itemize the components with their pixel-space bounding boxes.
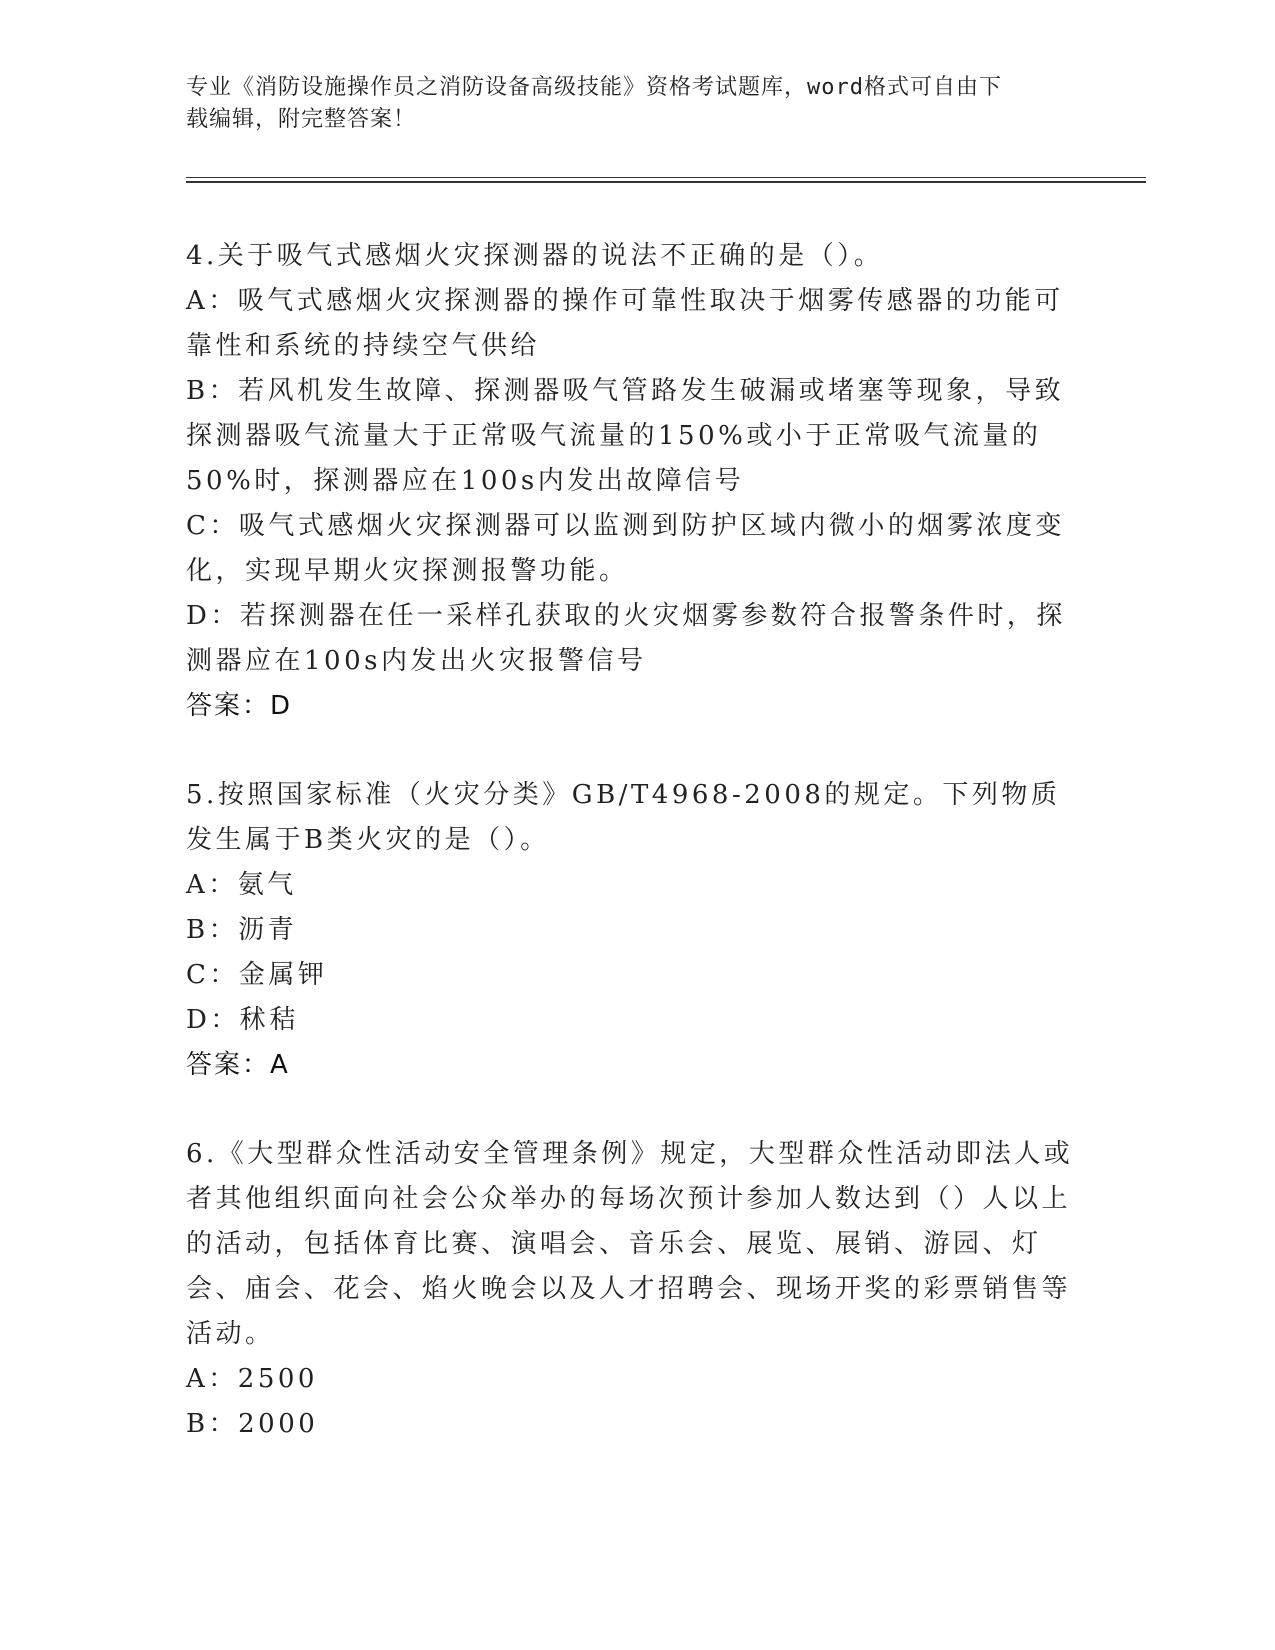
question-spacer bbox=[186, 729, 1076, 773]
header-line-2: 载编辑，附完整答案！ bbox=[186, 107, 417, 132]
option-b: B：若风机发生故障、探测器吸气管路发生破漏或堵塞等现象，导致探测器吸气流量大于正常吸气流量的150%或小于正常吸气流量的50%时，探测器应在100s内发出故障信号 bbox=[186, 376, 1065, 496]
option-d: D：秫秸 bbox=[186, 1005, 299, 1035]
option-b: B：2000 bbox=[186, 1409, 319, 1439]
option-d: D：若探测器在任一采样孔获取的火灾烟雾参数符合报警条件时，探测器应在100s内发出火灾报警信号 bbox=[186, 601, 1066, 676]
question-spacer bbox=[186, 1088, 1076, 1132]
question-stem: 6.《大型群众性活动安全管理条例》规定，大型群众性活动即法人或者其他组织面向社会公众举办的每场次预计参加人数达到（）人以上的活动，包括体育比赛、演唱会、音乐会、展览、展销、游园、灯会、庙会、花会、焰火晚会以及人才招聘会、现场开奖的彩票销售等活动。 bbox=[186, 1139, 1074, 1349]
option-c: C：吸气式感烟火灾探测器可以监测到防护区域内微小的烟雾浓度变化，实现早期火灾探测报警功能。 bbox=[186, 511, 1065, 586]
document-header bbox=[186, 72, 1066, 136]
option-a: A：氨气 bbox=[186, 870, 297, 900]
header-divider-top bbox=[186, 177, 1146, 178]
answer-label: 答案：A bbox=[186, 1050, 290, 1080]
question-list bbox=[186, 234, 1076, 1447]
question-stem: 4.关于吸气式感烟火灾探测器的说法不正确的是（）。 bbox=[186, 241, 884, 271]
option-b: B：沥青 bbox=[186, 915, 298, 945]
option-a: A：吸气式感烟火灾探测器的操作可靠性取决于烟雾传感器的功能可靠性和系统的持续空气供给 bbox=[186, 286, 1064, 361]
question-6 bbox=[186, 1132, 1076, 1447]
question-4 bbox=[186, 234, 1076, 729]
question-5 bbox=[186, 773, 1076, 1088]
header-divider-bottom bbox=[186, 181, 1146, 183]
header-line-1: 专业《消防设施操作员之消防设备高级技能》资格考试题库，word格式可自由下 bbox=[186, 75, 1002, 100]
option-c: C：金属钾 bbox=[186, 960, 328, 990]
question-stem: 5.按照国家标准（火灾分类》GB/T4968-2008的规定。下列物质发生属于B类火灾的是（）。 bbox=[186, 780, 1061, 855]
option-a: A：2500 bbox=[186, 1364, 318, 1394]
answer-label: 答案：D bbox=[186, 691, 293, 721]
